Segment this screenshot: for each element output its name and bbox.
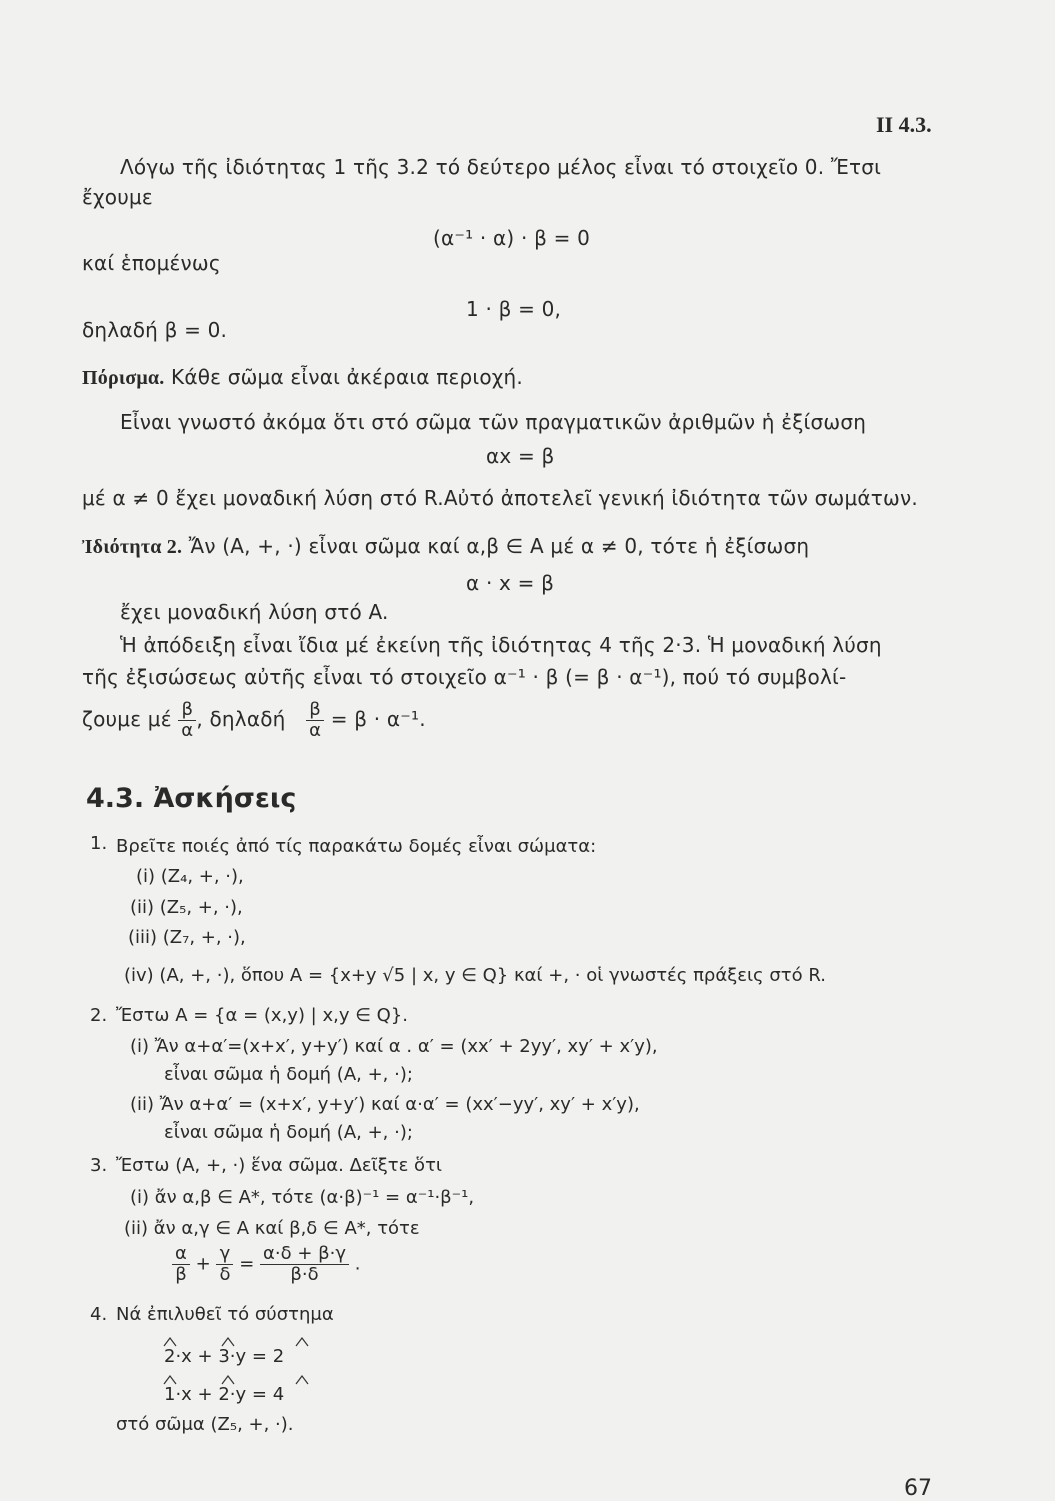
corollary-label: Πόρισμα.: [82, 367, 165, 389]
property-2-label: Ἰδιότητα 2.: [82, 536, 183, 558]
property-2-line-5: [82, 700, 426, 741]
exercise-3-fraction-equation: [172, 1244, 360, 1285]
exercise-1-ii: (ii) (Z₅, +, ·),: [130, 897, 243, 918]
system-row-1: 2·x + 3·y = 2: [164, 1346, 285, 1367]
equation-ax-beta: αx = β: [486, 444, 555, 468]
fraction-numerator: β: [178, 700, 196, 721]
exercise-4-text: Νά ἐπιλυθεῖ τό σύστημα: [116, 1304, 334, 1325]
line-5-text-a: ζουμε μέ: [82, 707, 172, 731]
exercise-1-number: 1.: [90, 833, 108, 854]
fraction-denominator: α: [309, 720, 322, 741]
exercise-3-text: Ἔστω (A, +, ·) ἕνα σῶμα. Δεῖξτε ὅτι: [116, 1155, 442, 1176]
equation-alpha-x: α · x = β: [466, 571, 555, 595]
fraction-beta-alpha-2: [306, 700, 324, 741]
fraction-numerator: α·δ + β·γ: [260, 1244, 349, 1265]
corollary-paragraph: [82, 365, 523, 390]
exercise-3-ii: (ii) ἄν α,γ ∈ A καί β,δ ∈ A*, τότε: [124, 1218, 420, 1239]
fraction-beta-alpha: [178, 700, 196, 741]
exercise-1-iv: (iv) (A, +, ·), ὅπου A = {x+y √5 | x, y ∈ Q} καί +, · οἱ γνωστές πράξεις στό R.: [124, 965, 826, 986]
property-2-line-4: τῆς ἐξισώσεως αὐτῆς εἶναι τό στοιχεῖο α⁻¹ · β (= β · α⁻¹), πού τό συμβολί-: [82, 665, 847, 689]
exercise-1-iii: (iii) (Z₇, +, ·),: [128, 927, 246, 948]
corollary-text: Κάθε σῶμα εἶναι ἀκέραια περιοχή.: [171, 365, 523, 389]
fraction-denominator: β·δ: [290, 1264, 319, 1285]
section-title: 4.3. Ἀσκήσεις: [86, 783, 297, 814]
exercise-1-text: Βρεῖτε ποιές ἀπό τίς παρακάτω δομές εἶναι σώματα:: [116, 836, 597, 857]
corollary-line-2: μέ α ≠ 0 ἔχει μοναδική λύση στό R.Αὐτό ἀποτελεῖ γενική ἰδιότητα τῶν σωμάτων.: [82, 486, 918, 510]
equation-one-beta: 1 · β = 0,: [466, 297, 562, 321]
fraction-numerator: α: [172, 1244, 190, 1265]
running-header: II 4.3.: [876, 112, 932, 137]
exercise-2-text: Ἔστω A = {α = (x,y) | x,y ∈ Q}.: [116, 1005, 408, 1026]
exercise-3-number: 3.: [90, 1155, 108, 1176]
equals-sign: =: [239, 1253, 255, 1275]
proof-line-3: καί ἑπομένως: [82, 251, 221, 275]
fraction-numerator: β: [306, 700, 324, 721]
period: .: [354, 1253, 361, 1275]
fraction-denominator: δ: [219, 1264, 231, 1285]
exercise-4-last: στό σῶμα (Z₅, +, ·).: [116, 1414, 294, 1435]
exercise-2-number: 2.: [90, 1005, 108, 1026]
exercise-2-i-b: εἶναι σῶμα ἡ δομή (A, +, ·);: [164, 1064, 413, 1085]
proof-line-2: ἔχουμε: [82, 185, 153, 209]
fraction-numerator: γ: [216, 1244, 233, 1265]
property-2-paragraph: [82, 534, 809, 559]
exercise-4-number: 4.: [90, 1304, 108, 1325]
property-2-text: Ἄν (A, +, ·) εἶναι σῶμα καί α,β ∈ A μέ α ≠ 0, τότε ἡ ἐξίσωση: [188, 534, 810, 558]
line-5-text-b: , δηλαδή: [196, 707, 286, 731]
hat-marks: [160, 1334, 320, 1394]
system-row-2: 1·x + 2·y = 4: [164, 1384, 285, 1405]
exercise-2-ii-b: εἶναι σῶμα ἡ δομή (A, +, ·);: [164, 1122, 413, 1143]
corollary-line-1: Εἶναι γνωστό ἀκόμα ὅτι στό σῶμα τῶν πραγματικῶν ἀριθμῶν ἡ ἐξίσωση: [120, 410, 867, 434]
fraction-denominator: α: [181, 720, 194, 741]
property-2-line-2: ἔχει μοναδική λύση στό A.: [120, 600, 389, 624]
exercise-1-i: (i) (Z₄, +, ·),: [136, 866, 244, 887]
fraction-gamma-delta: [216, 1244, 233, 1285]
equation-inverse: (α⁻¹ · α) · β = 0: [433, 226, 591, 250]
plus-sign: +: [195, 1253, 211, 1275]
exercise-2-ii-a: (ii) Ἄν α+α′ = (x+x′, y+y′) καί α·α′ = (xx′−yy′, xy′ + x′y),: [130, 1094, 640, 1115]
fraction-denominator: β: [175, 1264, 187, 1285]
exercise-2-i-a: (i) Ἄν α+α′=(x+x′, y+y′) καί α . α′ = (xx′ + 2yy′, xy′ + x′y),: [130, 1036, 658, 1057]
line-5-text-c: = β · α⁻¹.: [330, 707, 426, 731]
proof-line-4: δηλαδή β = 0.: [82, 318, 228, 342]
exercise-3-i: (i) ἄν α,β ∈ A*, τότε (α·β)⁻¹ = α⁻¹·β⁻¹,: [130, 1187, 475, 1208]
fraction-combined: [260, 1244, 349, 1285]
property-2-line-3: Ἡ ἀπόδειξη εἶναι ἴδια μέ ἐκείνη τῆς ἰδιότητας 4 τῆς 2·3. Ἡ μοναδική λύση: [120, 633, 882, 657]
proof-line-1: Λόγω τῆς ἰδιότητας 1 τῆς 3.2 τό δεύτερο μέλος εἶναι τό στοιχεῖο 0. Ἔτσι: [120, 155, 882, 179]
page-number: 67: [904, 1476, 932, 1501]
fraction-alpha-beta: [172, 1244, 190, 1285]
